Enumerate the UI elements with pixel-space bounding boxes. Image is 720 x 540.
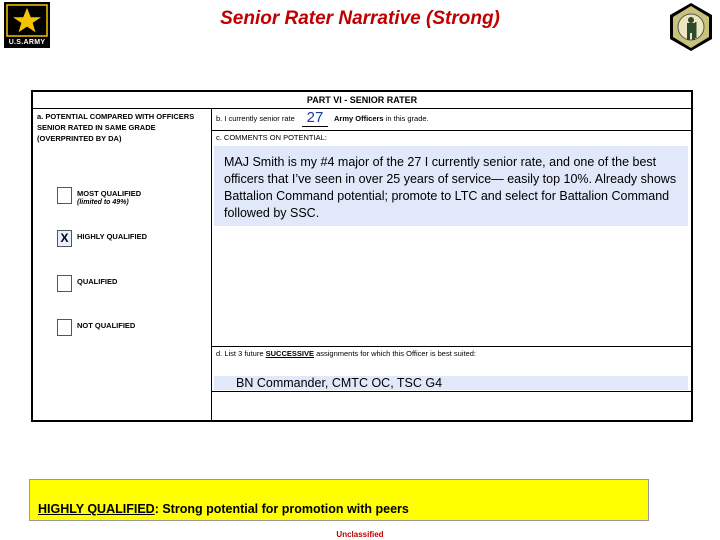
section-a — [33, 109, 212, 420]
comments-on-potential-field[interactable]: MAJ Smith is my #4 major of the 27 I currently senior rate, and one of the best officers that I’ve seen in over 25 years of service— easily top 10%. Already shows Battalion Command potential; promote to LTC and select for Battalion Command followed by SSC. — [214, 146, 688, 226]
option-sublabel: (limited to 49%) — [77, 199, 129, 206]
army-logo-text: U.S.ARMY — [8, 39, 46, 46]
page-title: Senior Rater Narrative (Strong) — [220, 8, 500, 29]
army-officers-label: Army Officers — [334, 114, 384, 123]
summary-box — [29, 479, 649, 521]
option-label: HIGHLY QUALIFIED — [77, 232, 148, 241]
section-d-label — [216, 349, 476, 358]
senior-rater-form — [31, 90, 693, 422]
section-b-label: b. I currently senior rate — [216, 114, 295, 123]
section-d — [212, 347, 691, 420]
checkbox-most-qualified[interactable] — [57, 187, 72, 204]
successive-label: SUCCESSIVE — [265, 349, 314, 358]
soldier-seal-icon — [666, 2, 716, 52]
future-assignments-field[interactable]: BN Commander, CMTC OC, TSC G4 — [214, 376, 688, 390]
summary-rating: HIGHLY QUALIFIED — [38, 502, 155, 516]
option-label: NOT QUALIFIED — [77, 321, 136, 330]
section-a-heading: a. POTENTIAL COMPARED WITH OFFICERS SENIOR RATED IN SAME GRADE (OVERPRINTED BY DA) — [37, 112, 195, 143]
section-d-label-prefix: d. List 3 future — [216, 349, 266, 358]
grade-label: in this grade. — [383, 114, 429, 123]
section-c-label: c. COMMENTS ON POTENTIAL: — [216, 133, 327, 142]
divider — [212, 391, 691, 392]
checkbox-highly-qualified[interactable]: X — [57, 230, 72, 247]
section-c — [212, 131, 691, 347]
checkbox-not-qualified[interactable] — [57, 319, 72, 336]
section-b — [212, 109, 691, 131]
section-b-label-suffix — [334, 114, 429, 123]
section-d-label-suffix: assignments for which this Officer is best suited: — [313, 349, 476, 358]
part-header: PART VI - SENIOR RATER — [33, 92, 691, 109]
option-label: QUALIFIED — [77, 277, 118, 286]
summary-text — [38, 502, 409, 516]
classification-label: Unclassified — [336, 530, 384, 539]
option-label: MOST QUALIFIED — [77, 189, 142, 198]
checkbox-qualified[interactable] — [57, 275, 72, 292]
senior-rate-count[interactable]: 27 — [302, 109, 328, 127]
summary-description: : Strong potential for promotion with peers — [154, 502, 409, 516]
